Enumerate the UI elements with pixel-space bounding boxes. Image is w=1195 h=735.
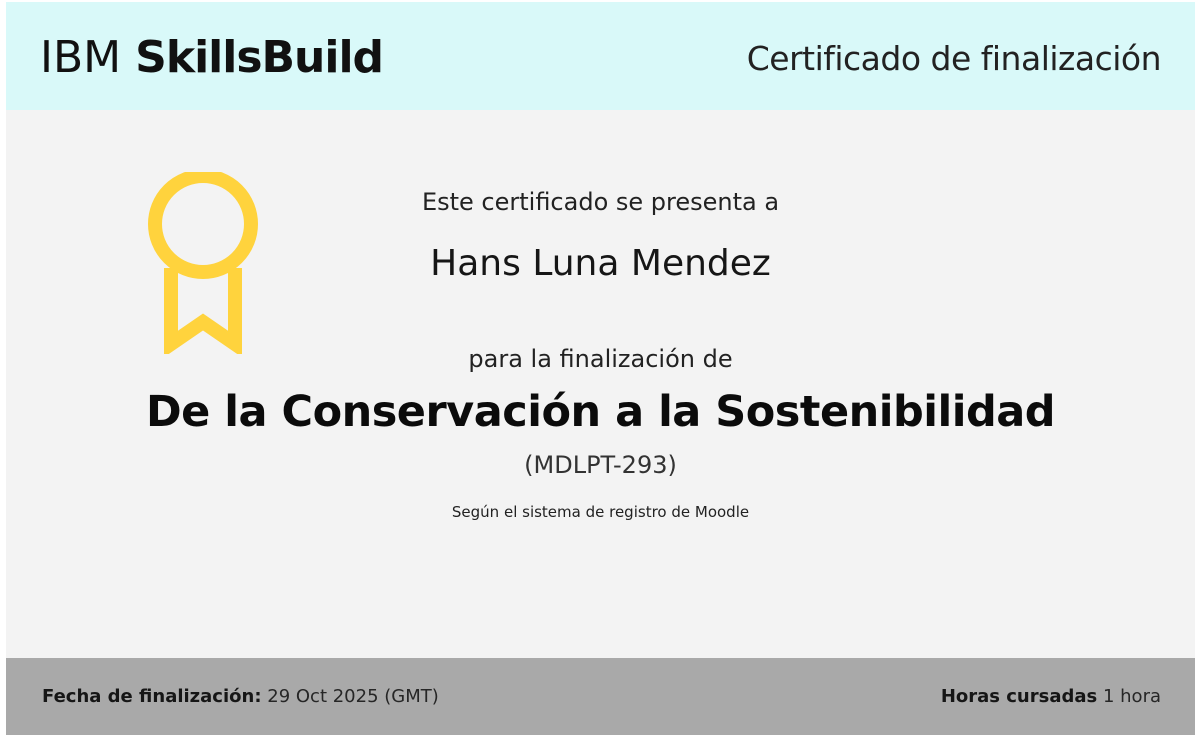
certificate-title: Certificado de finalización bbox=[746, 39, 1161, 78]
completion-date-label: Fecha de finalización: bbox=[42, 686, 262, 707]
course-title: De la Conservación a la Sostenibilidad bbox=[145, 387, 1056, 437]
recipient-name: Hans Luna Mendez bbox=[430, 243, 771, 284]
course-code: (MDLPT-293) bbox=[524, 451, 677, 479]
registry-note: Según el sistema de registro de Moodle bbox=[451, 503, 750, 521]
completion-date bbox=[42, 686, 439, 708]
certificate-footer bbox=[6, 658, 1195, 735]
brand-ibm: IBM bbox=[40, 32, 122, 83]
hours-label: Horas cursadas bbox=[940, 686, 1098, 707]
hours-completed bbox=[941, 686, 1161, 708]
presented-to-text: Este certificado se presenta a bbox=[421, 188, 780, 216]
completion-date-value: 29 Oct 2025 (GMT) bbox=[267, 686, 439, 707]
certificate-header bbox=[6, 2, 1195, 110]
certificate bbox=[6, 2, 1195, 735]
brand-skillsbuild: SkillsBuild bbox=[135, 32, 384, 83]
for-completion-text: para la finalización de bbox=[468, 345, 733, 373]
hours-value: 1 hora bbox=[1102, 686, 1161, 707]
brand-logo bbox=[40, 32, 383, 84]
